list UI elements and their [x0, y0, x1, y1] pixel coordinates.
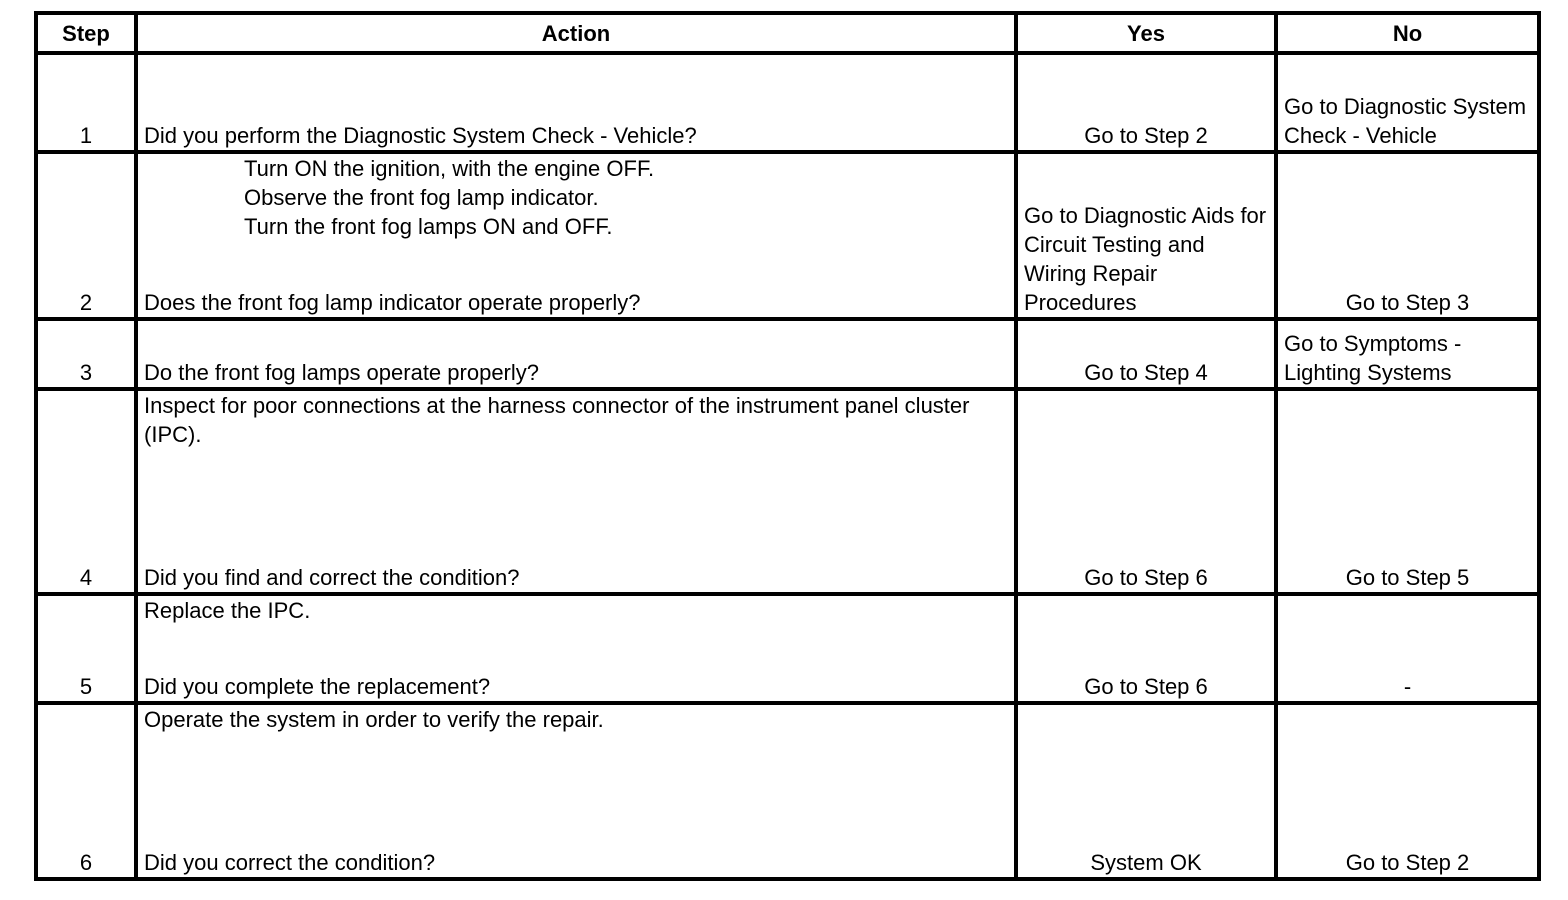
- action-text: Inspect for poor connections at the harness connector of the instrument panel cluster (IPC).: [144, 393, 970, 447]
- action-cell: [136, 319, 1016, 389]
- action-cell: [136, 152, 1016, 319]
- step-number: 2: [36, 152, 136, 319]
- step-number: 6: [36, 703, 136, 879]
- header-row: [36, 13, 1539, 53]
- action-text: Operate the system in order to verify the repair.: [144, 707, 604, 732]
- header-yes: Yes: [1016, 13, 1276, 53]
- table-row: [36, 319, 1539, 389]
- yes-result: Go to Step 6: [1016, 594, 1276, 703]
- action-question: Did you complete the replacement?: [144, 674, 491, 699]
- yes-result: Go to Step 6: [1016, 389, 1276, 594]
- list-item: Observe the front fog lamp indicator.: [244, 185, 599, 210]
- step-number: 4: [36, 389, 136, 594]
- action-cell: [136, 53, 1016, 152]
- yes-result: Go to Step 2: [1016, 53, 1276, 152]
- action-question: Did you find and correct the condition?: [144, 565, 520, 590]
- action-text: Did you perform the Diagnostic System Check - Vehicle?: [144, 123, 697, 148]
- no-result: Go to Diagnostic System Check - Vehicle: [1276, 53, 1539, 152]
- list-item: Turn the front fog lamps ON and OFF.: [244, 214, 613, 239]
- action-question: Did you correct the condition?: [144, 850, 436, 875]
- yes-result: System OK: [1016, 703, 1276, 879]
- action-text: Do the front fog lamps operate properly?: [144, 360, 540, 385]
- no-result: Go to Step 5: [1276, 389, 1539, 594]
- no-result: Go to Step 3: [1276, 152, 1539, 319]
- action-cell: [136, 594, 1016, 703]
- step-number: 1: [36, 53, 136, 152]
- no-result: Go to Step 2: [1276, 703, 1539, 879]
- diagnostic-table: [34, 11, 1541, 881]
- action-step-list: [144, 154, 1008, 241]
- no-result: -: [1276, 594, 1539, 703]
- table-row: [36, 152, 1539, 319]
- no-result: Go to Symptoms - Lighting Systems: [1276, 319, 1539, 389]
- header-action: Action: [136, 13, 1016, 53]
- step-number: 5: [36, 594, 136, 703]
- action-cell: [136, 389, 1016, 594]
- list-item: Turn ON the ignition, with the engine OFF.: [244, 156, 655, 181]
- action-question: Does the front fog lamp indicator operate properly?: [144, 290, 641, 315]
- table-row: [36, 594, 1539, 703]
- table-row: [36, 53, 1539, 152]
- yes-result: Go to Step 4: [1016, 319, 1276, 389]
- table-row: [36, 389, 1539, 594]
- action-text: Replace the IPC.: [144, 598, 311, 623]
- header-no: No: [1276, 13, 1539, 53]
- yes-result: Go to Diagnostic Aids for Circuit Testing and Wiring Repair Procedures: [1016, 152, 1276, 319]
- header-step: Step: [36, 13, 136, 53]
- action-cell: [136, 703, 1016, 879]
- table-row: [36, 703, 1539, 879]
- step-number: 3: [36, 319, 136, 389]
